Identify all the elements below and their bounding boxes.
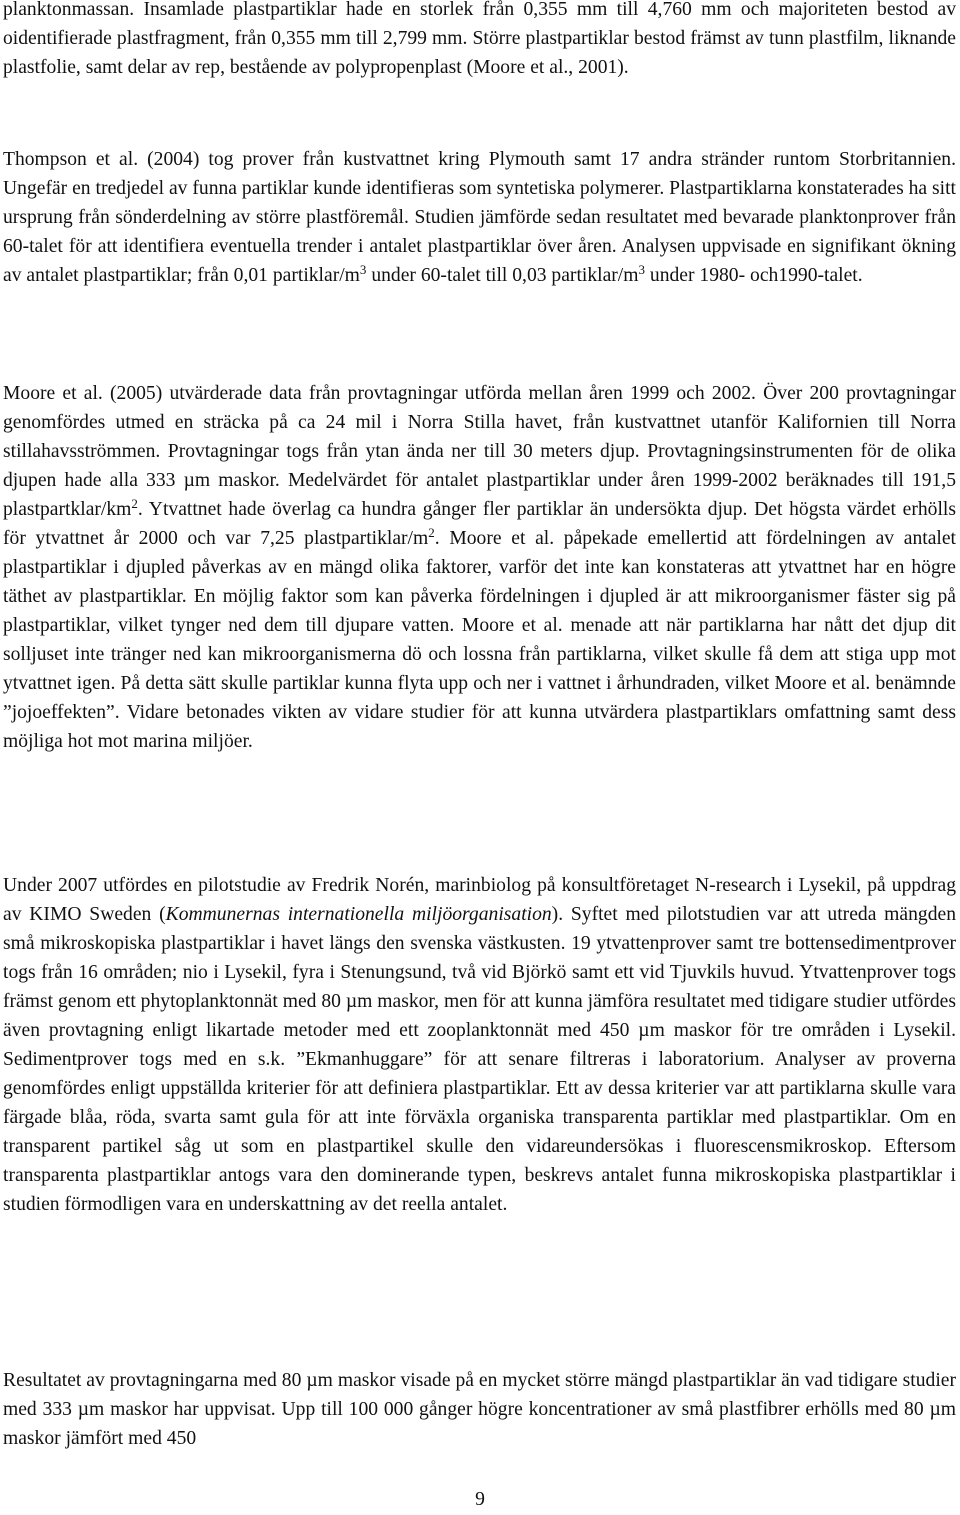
paragraph-thompson-2004 <box>3 145 956 290</box>
text-run: . Moore et al. påpekade emellertid att fördelningen av antalet plastpartiklar i djupled påverkas av en mängd olika faktorer, varför det inte kan konstateras att ytvattnet har en högre täthet av plastpartiklar. En möjlig faktor som kan påverka fördelningen i djupled är att mikroorganismer fäster sig på plastpartiklar, vilket tynger ned dem till djupare vatten. Moore et al. menade att när partiklarna har nått det djup dit solljuset inte tränger ned kan mikroorganismerna dö och lossna från partiklarna, vilket skulle få dem att stiga upp mot ytvattnet igen. På detta sätt skulle partiklar kunna flyta upp och ner i vattnet i århundraden, vilket Moore et al. benämnde ”jojoeffekten”. Vidare betonades vikten av vidare studier för att kunna utvärdera plastpartiklars omfattning samt dess möjliga hot mot marina miljöer. <box>3 528 956 752</box>
superscript: 3 <box>359 261 367 277</box>
paragraph-results <box>3 1366 956 1453</box>
text-run: Under 2007 utfördes en pilotstudie av Fredrik Norén, marinbiolog på konsultföretaget N-research i Lysekil, på uppdrag av KIMO Sweden ( <box>3 875 956 925</box>
text-run: . Ytvattnet hade överlag ca hundra gånger fler partiklar än undersökta djup. Det högsta värdet erhölls för ytvattnet år 2000 och var 7,25 plastpartiklar/m <box>3 499 956 549</box>
paragraph-moore-2005 <box>3 379 956 756</box>
text-run: Resultatet av provtagningarna med 80 µm maskor visade på en mycket större mängd plastpartiklar än vad tidigare studier med 333 µm maskor har uppvisat. Upp till 100 000 gånger högre koncentrationer av små plastfibrer erhölls med 80 µm maskor jämfört med 450 <box>3 1370 956 1449</box>
superscript: 3 <box>638 261 645 277</box>
text-run: Thompson et al. (2004) tog prover från kustvattnet kring Plymouth samt 17 andra stränder runtom Storbritannien. Ungefär en tredjedel av funna partiklar kunde identifieras som syntetiska polymerer. Plastpartiklarna konstaterades ha sitt ursprung från sönderdelning av större plastföremål. Studien jämförde sedan resultatet med bevarade planktonprover från 60-talet för att identifiera eventuella trender i antalet plastpartiklar över åren. Analysen uppvisade en signifikant ökning av antalet plastpartiklar; från 0,01 partiklar/m <box>3 149 956 286</box>
text-run: Moore et al. (2005) utvärderade data från provtagningar utförda mellan åren 1999 och 2002. Över 200 provtagningar genomfördes utmed en sträcka på ca 24 mil i Norra Stilla havet, från kustvattnet utanför Kalifornien till Norra stillahavsströmmen. Provtagningar togs från ytan ända ner till 30 meters djup. Provtagningsinstrumenten för de olika djupen hade alla 333 µm maskor. Medelvärdet för antalet plastpartiklar under åren 1999-2002 beräknades till 191,5 plastpartklar/km <box>3 383 956 520</box>
paragraph-pilot-study-2007 <box>3 871 956 1219</box>
text-run: ). Syftet med pilotstudien var att utreda mängden små mikroskopiska plastpartiklar i havet längs den svenska västkusten. 19 ytvattenprover samt tre bottensedimentprover togs från 16 områden; nio i Lysekil, fyra i Stenungsund, två vid Björkö samt ett vid Tjuvkils huvud. Ytvattenprover togs främst genom ett phytoplanktonnät med 80 µm maskor, men för att kunna jämföra resultatet med tidigare studier utfördes även provtagning enligt likartade metoder med ett zooplanktonnät med 450 µm maskor för tre områden i Lysekil. Sedimentprover togs med en s.k. ”Ekmanhuggare” för att senare filtreras i laboratorium. Analyser av proverna genomfördes enligt uppställda kriterier för att definiera plastpartiklar. Ett av dessa kriterier var att partiklarna skulle vara färgade blåa, röda, svarta samt gula för att inte förväxla organiska transparenta partiklar med plastpartiklar. Om en transparent partikel såg ut som en plastpartikel skulle den vidareundersökas i fluorescensmikroskop. Eftersom transparenta plastpartiklar antogs vara den dominerande typen, beskrevs antalet funna mikroskopiska plastpartiklar i studien förmodligen vara en underskattning av det reella antalet. <box>3 904 956 1215</box>
superscript: 2 <box>131 495 138 511</box>
paragraph-plankton-sizes <box>3 0 956 82</box>
italic-organisation-name: Kommunernas internationella miljöorganisation <box>165 904 552 925</box>
text-run: planktonmassan. Insamlade plastpartiklar hade en storlek från 0,355 mm till 4,760 mm och majoriteten bestod av oidentifierade plastfragment, från 0,355 mm till 2,799 mm. Större plastpartiklar bestod främst av tunn plastfilm, liknande plastfolie, samt delar av rep, bestående av polypropenplast (Moore et al., 2001). <box>3 0 956 78</box>
text-run: under 1980- och1990-talet. <box>645 265 863 286</box>
page-number: 9 <box>475 1489 485 1510</box>
text-run: under 60-talet till 0,03 partiklar/m <box>366 265 639 286</box>
superscript: 2 <box>428 524 435 540</box>
